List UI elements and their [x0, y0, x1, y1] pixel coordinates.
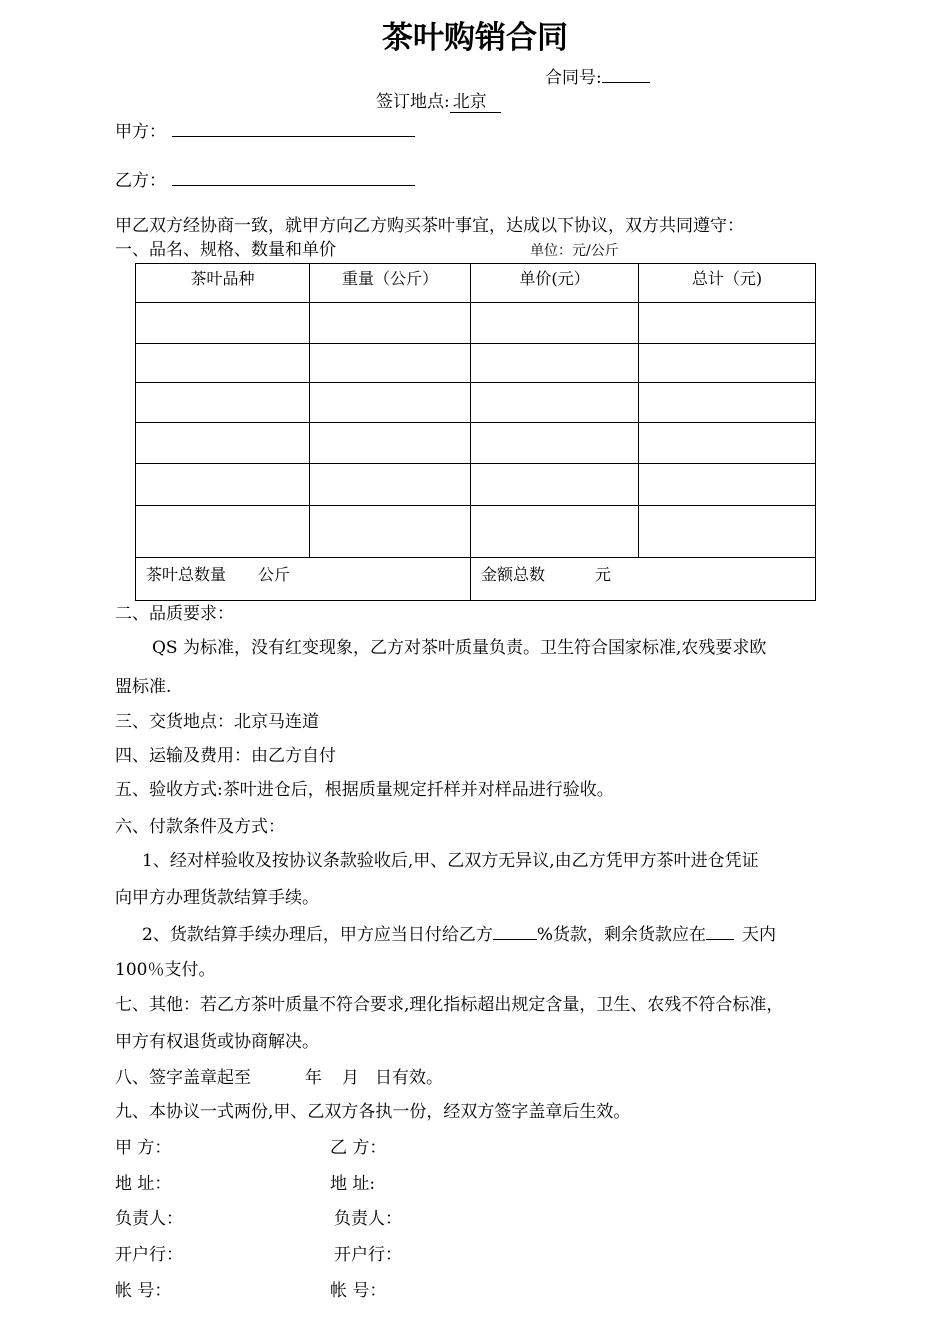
sign-place-label: 签订地点:	[376, 92, 450, 112]
total-quantity-unit: 公斤	[258, 565, 291, 584]
section-8	[115, 1068, 443, 1088]
sig-b-party: 乙 方：	[330, 1138, 387, 1158]
sig-b-bank: 开户行：	[334, 1245, 402, 1265]
section-6-item-2-line-1	[142, 923, 776, 945]
intro-text: 甲乙双方经协商一致，就甲方向乙方购买茶叶事宜，达成以下协议，双方共同遵守：	[115, 216, 744, 236]
section-5: 五、验收方式:茶叶进仓后，根据质量规定扦样并对样品进行验收。	[115, 780, 614, 800]
payment-percent-blank	[493, 923, 537, 940]
section-8-year: 年	[305, 1068, 322, 1088]
total-amount-label: 金额总数	[481, 565, 546, 584]
section-6-item-1-line-1: 1、经对样验收及按协议条款验收后,甲、乙双方无异议,由乙方凭甲方茶叶进仓凭证	[142, 851, 759, 871]
payment-text-c: 天内	[741, 925, 776, 945]
sig-a-account: 帐 号：	[115, 1281, 172, 1301]
contract-number-blank	[602, 68, 650, 83]
sig-a-bank: 开户行：	[115, 1245, 183, 1265]
section-2-title: 二、品质要求：	[115, 604, 234, 624]
sig-a-party: 甲 方：	[115, 1138, 172, 1158]
table-row	[136, 423, 816, 464]
total-quantity-label: 茶叶总数量	[146, 565, 227, 584]
header-weight: 重量（公斤）	[310, 264, 471, 303]
contract-number	[545, 68, 650, 88]
section-7-line-2: 甲方有权退货或协商解决。	[115, 1032, 319, 1052]
product-table	[135, 263, 816, 601]
section-6-title: 六、付款条件及方式：	[115, 817, 285, 837]
sig-a-address: 地 址：	[115, 1174, 172, 1194]
party-a-label: 甲方：	[115, 122, 166, 142]
sig-a-person: 负责人：	[115, 1209, 183, 1229]
total-amount-unit: 元	[595, 565, 612, 584]
party-b-label: 乙方：	[115, 171, 166, 191]
contract-number-label: 合同号:	[545, 68, 602, 88]
table-row	[136, 464, 816, 506]
header-total: 总计（元)	[639, 264, 816, 303]
section-2-body-2: 盟标准.	[115, 677, 172, 697]
payment-text-a: 2、货款结算手续办理后，甲方应当日付给乙方	[142, 925, 493, 945]
table-row	[136, 344, 816, 383]
sig-b-address: 地 址:	[330, 1174, 376, 1194]
party-b-blank	[172, 167, 415, 186]
section-8-day: 日有效。	[375, 1068, 443, 1088]
section-1-title: 一、品名、规格、数量和单价	[115, 240, 336, 260]
unit-note: 单位：元/公斤	[530, 243, 619, 259]
section-6-item-1-line-2: 向甲方办理货款结算手续。	[115, 888, 319, 908]
sig-b-account: 帐 号：	[330, 1281, 387, 1301]
sig-b-person: 负责人：	[334, 1209, 402, 1229]
party-a-blank	[172, 118, 415, 137]
total-amount-cell	[471, 558, 816, 601]
section-9: 九、本协议一式两份,甲、乙双方各执一份，经双方签字盖章后生效。	[115, 1102, 631, 1122]
table-total-row	[136, 558, 816, 601]
section-7-line-1: 七、其他：若乙方茶叶质量不符合要求,理化指标超出规定含量，卫生、农残不符合标准，	[115, 995, 784, 1015]
header-tea-type: 茶叶品种	[136, 264, 310, 303]
table-header-row	[136, 264, 816, 303]
section-4: 四、运输及费用：由乙方自付	[115, 746, 336, 766]
sign-place	[376, 92, 501, 112]
header-unit-price: 单价(元）	[471, 264, 639, 303]
party-b-line	[115, 167, 415, 191]
sign-place-value: 北京	[450, 92, 501, 113]
table-row	[136, 506, 816, 558]
payment-days-blank	[706, 923, 734, 940]
contract-title: 茶叶购销合同	[382, 20, 568, 56]
section-3: 三、交货地点：北京马连道	[115, 712, 319, 732]
table-row	[136, 383, 816, 423]
section-6-item-2-line-2: 100％支付。	[115, 960, 216, 980]
section-2-body-1: QS 为标准，没有红变现象，乙方对茶叶质量负责。卫生符合国家标准,农残要求欧	[152, 638, 767, 658]
party-a-line	[115, 118, 415, 142]
section-8-month: 月	[342, 1068, 359, 1088]
table-row	[136, 303, 816, 344]
payment-text-b: %货款，剩余货款应在	[536, 925, 706, 945]
total-quantity-cell	[136, 558, 471, 601]
section-8-text: 八、签字盖章起至	[115, 1068, 251, 1088]
